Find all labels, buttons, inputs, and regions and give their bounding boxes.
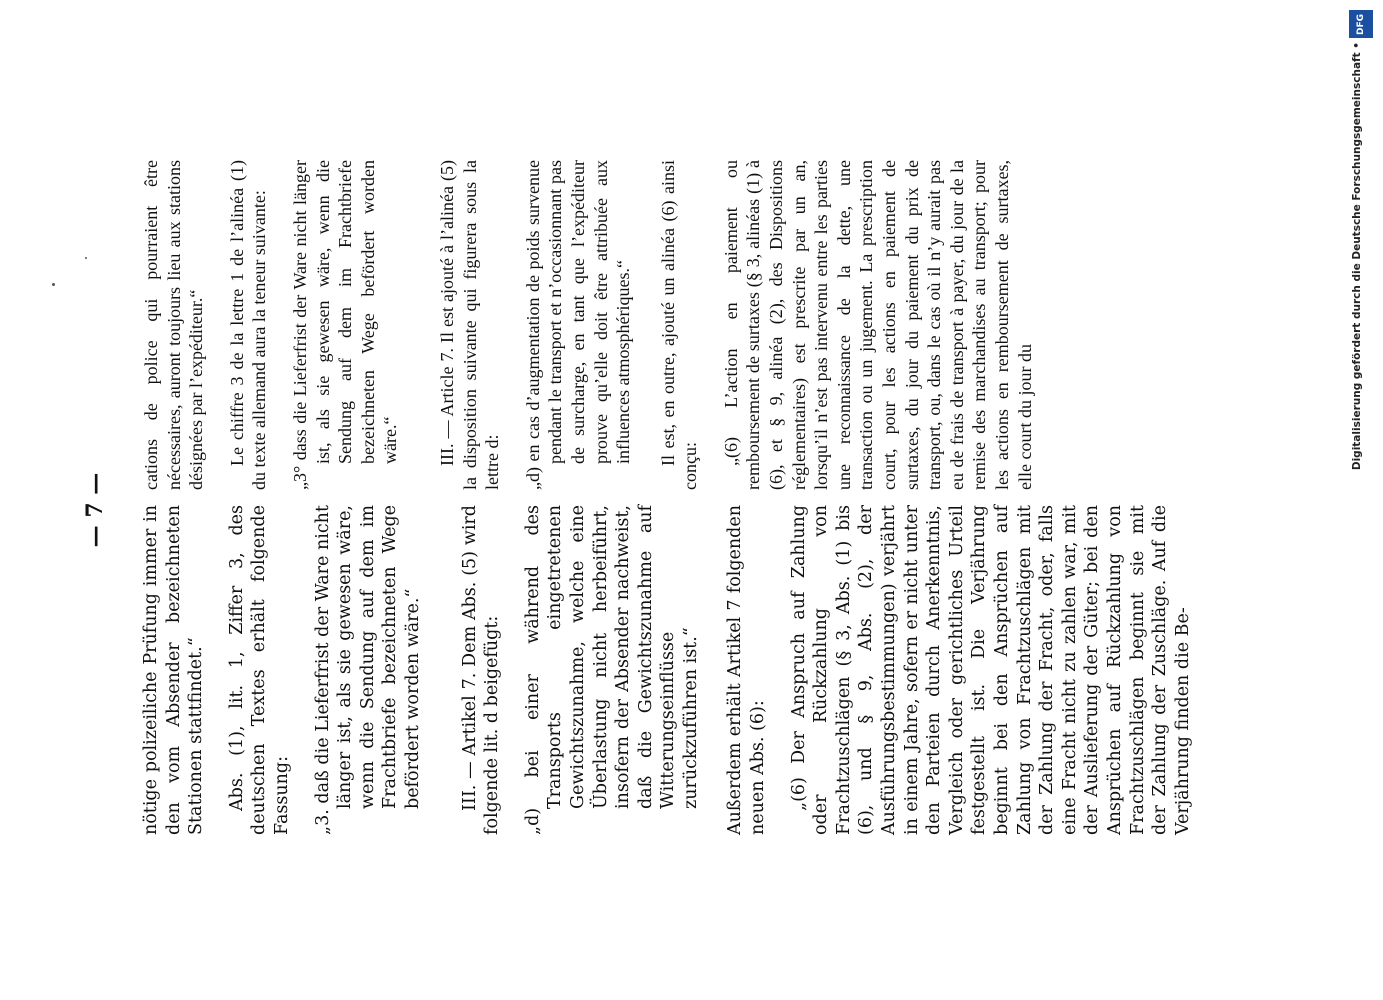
french-paragraph-4: III. — Article 7. Il est ajouté à l’alinéa (5) la disposition suivante qui figurera sous la lettre d:	[436, 160, 503, 490]
dfg-logo: DFG	[1349, 10, 1373, 38]
french-paragraph-5: „d) en cas d’augmentation de poids survenue pendant le transport et n’occasionnant pas de surcharge, en tant que l’expéditeur prouve qu’elle doit être attribuée aux influences atmosphériques.“	[522, 160, 634, 490]
french-paragraph-7: „(6) L’action en paiement ou remboursement de surtaxes (§ 3, alinéas (1) à (6), et § 9, alinéa (2), des Dispositions réglementaires) est prescrite par un an, lorsqu’il n’est pas intervenu entre les parties une reconnaissance de la dette, une transaction ou un jugement. La prescription court, pour les actions en paiement de surtaxes, du jour du paiement du prix de transport, ou, dans le cas où il n’y aurait pas eu de frais de transport à payer, du jour de la remise des marchandises au transport; pour les actions en remboursement de surtaxes, elle court du jour du	[720, 160, 1035, 490]
french-column	[140, 160, 1054, 490]
french-paragraph-2: Le chiffre 3 de la lettre 1 de l’alinéa (1) du texte allemand aura la teneur suivante:	[226, 160, 270, 490]
digitization-sidebar	[1347, 10, 1377, 990]
scan-speck	[52, 283, 55, 286]
german-paragraph-3: „3. daß die Lieferfrist der Ware nicht länger ist, als sie gewesen wäre, wenn die Sendung auf dem im Frachtbriefe bezeichneten Wege befördert worden wäre.“	[312, 505, 423, 835]
scan-speck	[85, 257, 87, 259]
german-paragraph-6: Außerdem erhält Artikel 7 folgenden neuen Abs. (6):	[725, 505, 769, 835]
french-paragraph-6: Il est, en outre, ajouté un alinéa (6) ainsi conçu:	[657, 160, 701, 490]
german-paragraph-1: nötige polizeiliche Prüfung immer in den vom Absender bezeichneten Stationen stattfindet.“	[141, 505, 207, 835]
french-paragraph-1: cations de police qui pourraient être nécessaires, auront toujours lieu aux stations désignées par l’expéditeur.“	[141, 160, 207, 490]
german-paragraph-4: III. — Artikel 7. Dem Abs. (5) wird folgende lit. d beigefügt:	[459, 505, 503, 835]
page-number: — 7 —	[82, 472, 108, 548]
german-paragraph-5: „d) bei einer während des Transports eingetretenen Gewichtszunahme, welche eine Überlastung nicht herbeiführt, insofern der Absender nachweist, daß die Gewichtszunahme auf Witterungseinflüsse zurückzuführen ist.“	[522, 505, 701, 835]
german-paragraph-7: „(6) Der Anspruch auf Zahlung oder Rückzahlung von Frachtzuschlägen (§ 3, Abs. (1) bis (6), und § 9, Abs. (2), der Ausführungsbestimmungen) verjährt in einem Jahre, sofern er nicht unter den Parteien durch Anerkenntnis, Vergleich oder gerichtliches Urteil festgestellt ist. Die Verjährung beginnt bei den Ansprüchen auf Zahlung von Frachtzuschlägen mit der Zahlung der Fracht, oder, falls eine Fracht nicht zu zahlen war, mit der Auslieferung der Güter; bei den Ansprüchen auf Rückzahlung von Frachtzuschlägen beginnt sie mit der Zahlung der Zuschläge. Auf die Verjährung finden die Be-	[788, 505, 1193, 835]
digitization-note: Digitalisierung gefördert durch die Deutsche Forschungsgemeinschaft •	[1351, 42, 1363, 471]
german-column	[140, 505, 1212, 835]
rotated-page	[82, 160, 1240, 835]
german-paragraph-2: Abs. (1), lit. 1, Ziffer 3, des deutschen Textes erhält folgende Fassung:	[226, 505, 292, 835]
french-paragraph-3: „3° dass die Lieferfrist der Ware nicht länger ist, als sie gewesen wäre, wenn die Sendung auf dem im Frachtbriefe bezeichneten Wege befördert worden wäre.“	[289, 160, 401, 490]
